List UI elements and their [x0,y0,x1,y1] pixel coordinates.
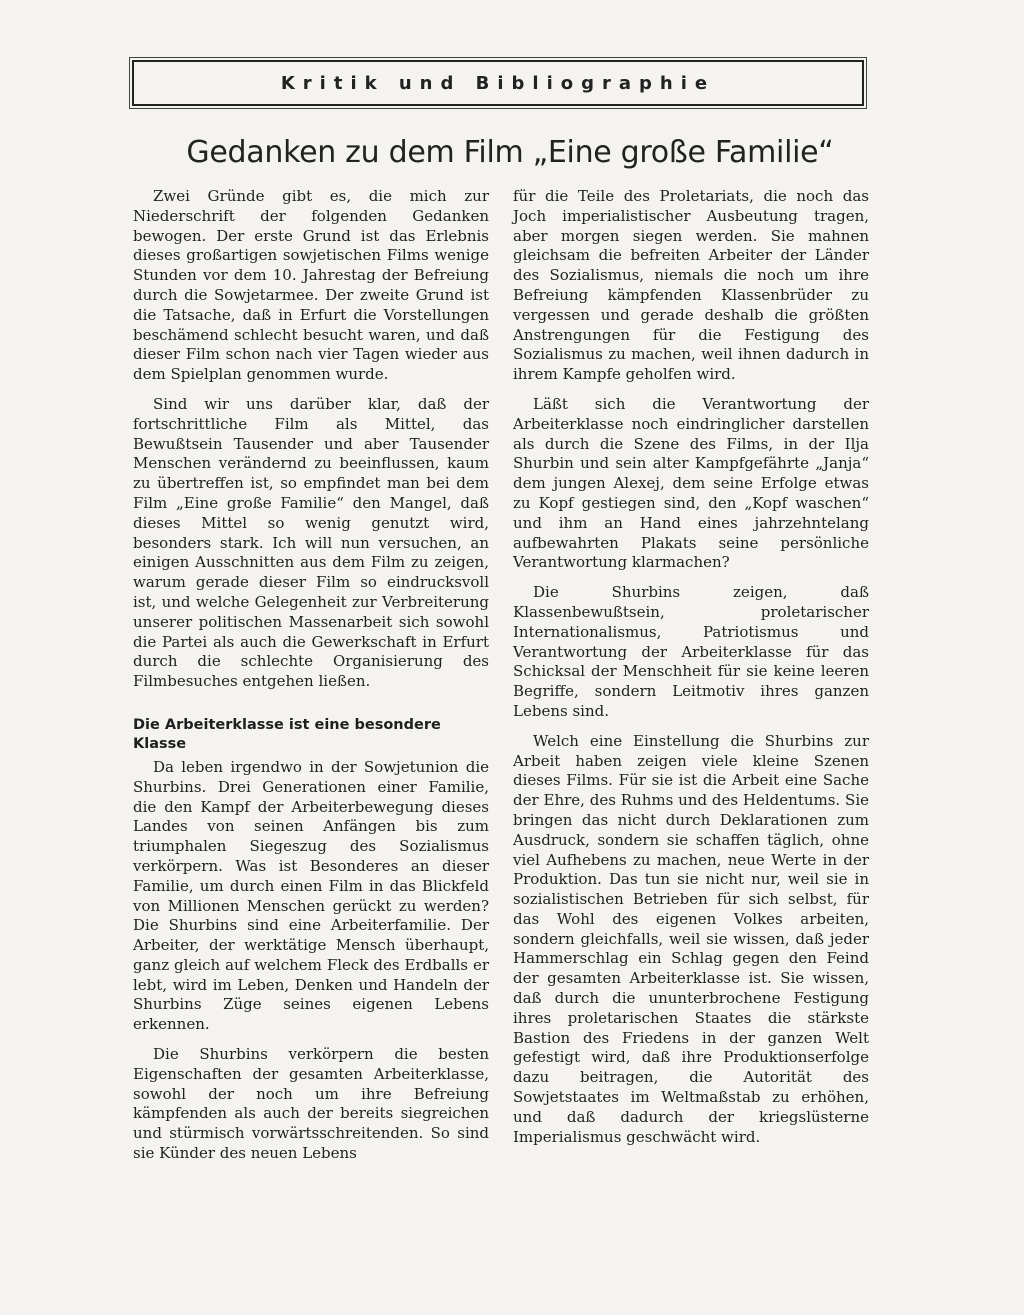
paragraph: Die Shurbins verkörpern die besten Eigenschaften der gesamten Arbeiterklasse, sowohl der noch um ihre Befreiung kämpfenden als auch der bereits siegreichen und stürmisch vorwärtsschreitenden. So sind sie Künder des neuen Lebens [133,1045,489,1163]
subheading: Die Arbeiterklasse ist eine besondere Klasse [133,716,441,752]
article-headline: Gedanken zu dem Film „Eine große Familie“ [186,135,834,170]
paragraph: Welch eine Einstellung die Shurbins zur Arbeit haben zeigen viele kleine Szenen dieses Films. Für sie ist die Arbeit eine Sache der Ehre, des Ruhms und des Heldentums. Sie bringen das nicht durch Deklarationen zum Ausdruck, sondern sie schaffen täglich, ohne viel Aufhebens zu machen, neue Werte in der Produktion. Das tun sie nicht nur, weil sie in sozialistischen Betrieben für sich selbst, für das Wohl des eigenen Volkes arbeiten, sondern gleichfalls, weil sie wissen, daß jeder Hammerschlag ein Schlag gegen den Feind der gesamten Arbeiterklasse ist. Sie wissen, daß durch die ununterbrochene Festigung ihres proletarischen Staates die stärkste Bastion des Friedens in der ganzen Welt gefestigt wird, daß ihre Produktionserfolge dazu beitragen, die Autorität des Sowjetstaates im Weltmaßstab zu erhöhen, und daß dadurch der kriegslüsterne Imperialismus geschwächt wird. [513,731,869,1146]
paragraph: Da leben irgendwo in der Sowjetunion die Shurbins. Drei Generationen einer Familie, die den Kampf der Arbeiterbewegung dieses Landes von seinen Anfängen bis zum triumphalen Siegeszug des Sozialismus verkörpern. Was ist Besonderes an dieser Familie, um durch einen Film in das Blickfeld von Millionen Menschen gerückt zu werden? Die Shurbins sind eine Arbeiterfamilie. Der Arbeiter, der werktätige Mensch überhaupt, ganz gleich auf welchem Fleck des Erdballs er lebt, wird im Leben, Denken und Handeln der Shurbins Züge seines eigenen Lebens erkennen. [133,757,489,1034]
right-column [513,187,869,1157]
paragraph: Läßt sich die Verantwortung der Arbeiterklasse noch eindringlicher darstellen als durch die Szene des Films, in der Ilja Shurbin und sein alter Kampfgefährte „Janja“ dem jungen Alexej, dem seine Erfolge etwas zu Kopf gestiegen sind, den „Kopf waschen“ und ihm an Hand eines jahrzehntelang aufbewahrten Plakats seine persönliche Verantwortung klarmachen? [513,394,869,572]
paragraph: Zwei Gründe gibt es, die mich zur Niederschrift der folgenden Gedanken bewogen. Der erste Grund ist das Erlebnis dieses großartigen sowjetischen Films wenige Stunden vor dem 10. Jahrestag der Befreiung durch die Sowjetarmee. Der zweite Grund ist die Tatsache, daß in Erfurt die Vorstellungen beschämend schlecht besucht waren, und daß dieser Film schon nach vier Tagen wieder aus dem Spielplan genommen wurde. [133,187,489,384]
paragraph: Sind wir uns darüber klar, daß der fortschrittliche Film als Mittel, das Bewußtsein Tausender und aber Tausender Menschen verändernd zu beeinflussen, kaum zu übertreffen ist, so empfindet man bei dem Film „Eine große Familie“ den Mangel, daß dieses Mittel so wenig genutzt wird, besonders stark. Ich will nun versuchen, an einigen Ausschnitten aus dem Film zu zeigen, warum gerade dieser Film so eindrucksvoll ist, und welche Gelegenheit zur Verbreiterung unserer politischen Massenarbeit sich sowohl die Partei als auch die Gewerkschaft in Erfurt durch die schlechte Organisierung des Filmbesuches entgehen ließen. [133,394,489,691]
section-header-box [132,60,864,106]
left-column [133,187,489,1174]
paragraph: für die Teile des Proletariats, die noch das Joch imperialistischer Ausbeutung tragen, aber morgen siegen werden. Sie mahnen gleichsam die befreiten Arbeiter der Länder des Sozialismus, niemals die noch um ihre Befreiung kämpfenden Klassenbrüder zu vergessen und gerade deshalb die größten Anstrengungen für die Festigung des Sozialismus zu machen, weil ihnen dadurch in ihrem Kampfe geholfen wird. [513,187,869,384]
section-header-title: Kritik und Bibliographie [280,72,716,94]
paragraph: Die Shurbins zeigen, daß Klassenbewußtsein, proletarischer Internationalismus, Patriotismus und Verantwortung der Arbeiterklasse für das Schicksal der Menschheit für sie keine leeren Begriffe, sondern Leitmotiv ihres ganzen Lebens sind. [513,583,869,720]
